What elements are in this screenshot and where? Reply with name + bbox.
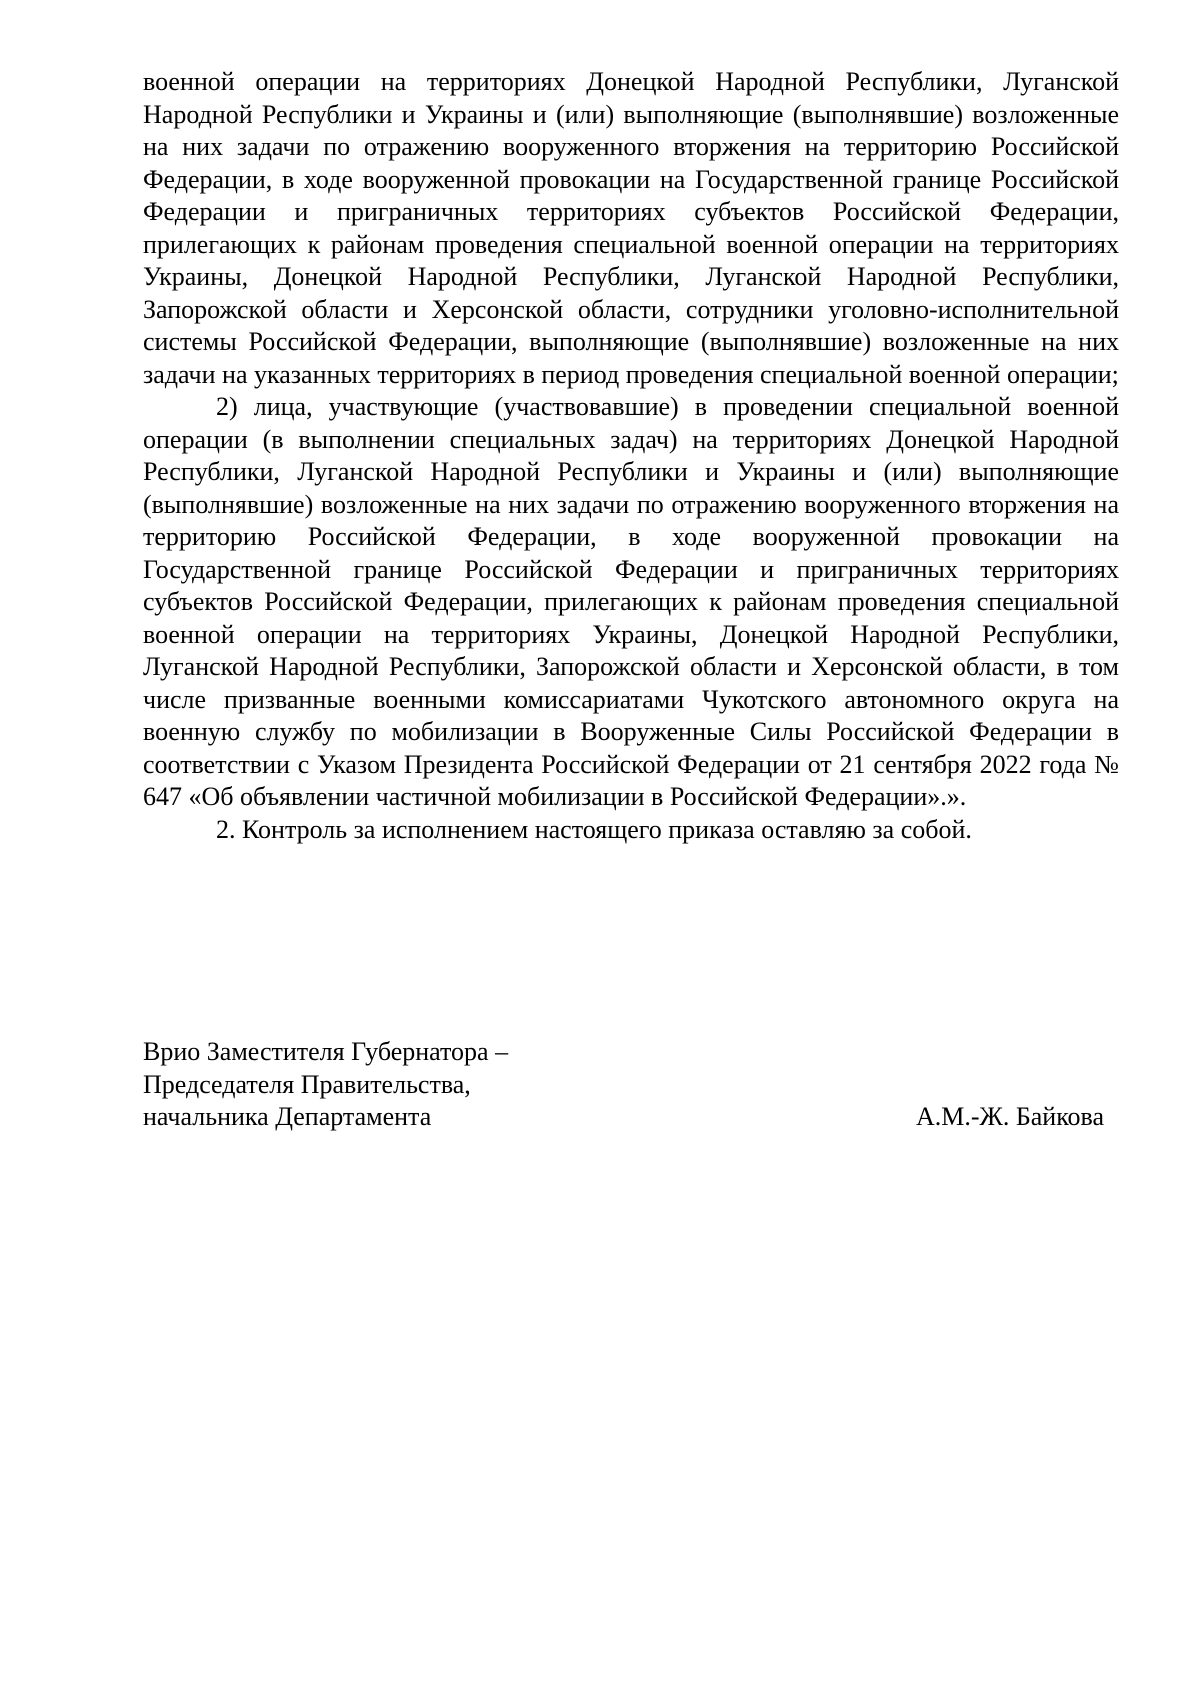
document-body bbox=[143, 66, 1119, 846]
signature-block bbox=[143, 1036, 1119, 1134]
signatory-name: А.М.-Ж. Байкова bbox=[915, 1102, 1104, 1131]
paragraph-control-clause: 2. Контроль за исполнением настоящего приказа оставляю за собой. bbox=[216, 814, 972, 844]
paragraph-item-2: 2) лица, участвующие (участвовавшие) в проведении специальной военной операции (в выполнении специальных задач) на территориях Донецкой Народной Республики, Луганской Народной Республики и Украины и (или) выполняющие (выполнявшие) возложенные на них задачи по отражению вооруженного вторжения на территорию Российской Федерации, в ходе вооруженной провокации на Государственной границе Российской Федерации и приграничных территориях субъектов Российской Федерации, прилегающих к районам проведения специальной военной операции на территориях Украины, Донецкой Народной Республики, Луганской Народной Республики, Запорожской области и Херсонской области, в том числе призванные военными комиссариатами Чукотского автономного округа на военную службу по мобилизации в Вооруженные Силы Российской Федерации в соответствии с Указом Президента Российской Федерации от 21 сентября 2022 года № 647 «Об объявлении частичной мобилизации в Российской Федерации».». bbox=[143, 392, 1119, 811]
signatory-position-line: Председателя Правительства, bbox=[143, 1069, 471, 1099]
paragraph-continuation: военной операции на территориях Донецкой Народной Республики, Луганской Народной Республики и Украины и (или) выполняющие (выполнявшие) возложенные на них задачи по отражению вооруженного вторжения на территорию Российской Федерации, в ходе вооруженной провокации на Государственной границе Российской Федерации и приграничных территориях субъектов Российской Федерации, прилегающих к районам проведения специальной военной операции на территориях Украины, Донецкой Народной Республики, Луганской Народной Республики, Запорожской области и Херсонской области, сотрудники уголовно-исполнительной системы Российской Федерации, выполняющие (выполнявшие) возложенные на них задачи на указанных территориях в период проведения специальной военной операции; bbox=[143, 67, 1119, 389]
signatory-position-line: Врио Заместителя Губернатора – bbox=[143, 1037, 509, 1066]
signatory-position-line: начальника Департамента bbox=[143, 1102, 432, 1131]
